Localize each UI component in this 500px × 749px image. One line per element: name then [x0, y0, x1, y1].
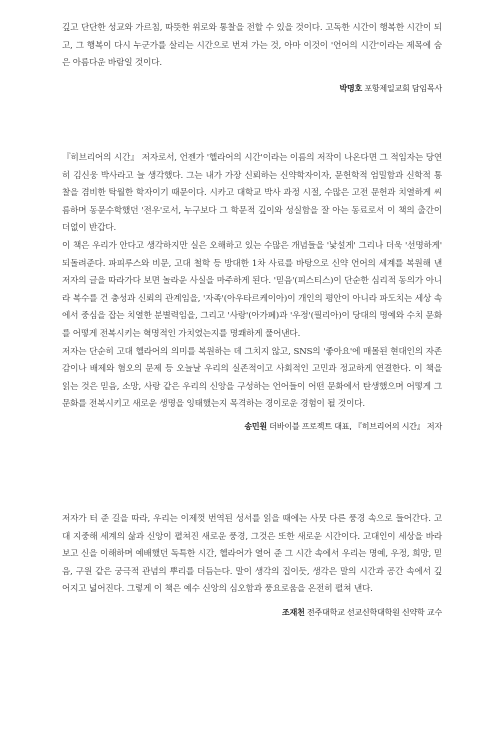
endorser-affiliation: 포항제일교회 담임목사	[364, 83, 442, 93]
endorsement-attribution	[62, 82, 442, 96]
endorsement-1	[62, 20, 442, 96]
endorsement-3	[62, 511, 442, 620]
endorsement-paragraph: 저자는 단순히 고대 헬라어의 의미를 복원하는 데 그치지 않고, SNS의 '좋아요'에 매몰된 현대인의 자존감이나 배제와 혐오의 문제 등 오늘날 우리의 실존적이고 사회적인 고민과 정교하게 연결한다. 이 책을 읽는 것은 믿음, 소망, 사랑 같은 우리의 신앙을 구성하는 언어들이 어떤 문화에서 탄생했으며 어떻게 그 문화를 전복시키고 새로운 생명을 잉태했는지 목격하는 경이로운 경험이 될 것이다.	[62, 346, 442, 410]
endorsement-attribution	[62, 606, 442, 620]
endorsement-paragraph: 저자가 터 준 길을 따라, 우리는 이제껏 번역된 성서를 읽을 때에는 사뭇 다른 풍경 속으로 들어간다. 고대 지중해 세계의 삶과 신앙이 펼쳐진 새로운 풍경, 그것은 또한 새로운 시간이다. 고대인이 세상을 바라보고 신을 이해하며 예배했던 독특한 시간, 헬라어가 열어 준 그 시간 속에서 우리는 명예, 우정, 희망, 믿음, 구원 같은 궁극적 관념의 뿌리를 더듬는다. 말이 생각의 집이듯, 생각은 말의 시간과 공간 속에서 깊어지고 넓어진다. 그렇게 이 책은 예수 신앙의 심오함과 풍요로움을 온전히 펼쳐 낸다.	[62, 514, 442, 595]
endorser-name: 조재천	[282, 607, 305, 617]
endorsement-paragraph: 『히브리어의 시간』 저자로서, 언젠가 '헬라어의 시간'이라는 이름의 저작이 나온다면 그 적임자는 당연히 김신웅 박사라고 늘 생각했다. 그는 내가 가장 신뢰하는 신약학자이자, 문헌학적 엄밀함과 신학적 통찰을 겸비한 탁월한 학자이기 때문이다. 시카고 대학교 박사 과정 시절, 수많은 고전 문헌과 치열하게 씨름하며 동문수학했던 '전우'로서, 누구보다 그 학문적 깊이와 성실함을 잘 아는 동료로서 이 책의 출간이 더없이 반갑다.	[62, 153, 442, 234]
endorsement-paragraph: 깊고 단단한 성교와 가르침, 따뜻한 위로와 통찰을 전할 수 있을 것이다. 고독한 시간이 행복한 시간이 되고, 그 행복이 다시 누군가를 살리는 시간으로 번져 가는 것, 아마 이것이 '언어의 시간'이라는 제목에 숨은 아름다운 바람일 것이다.	[62, 23, 442, 69]
endorser-name: 박명호	[339, 83, 363, 93]
endorser-name: 송민원	[244, 421, 267, 431]
endorsement-paragraph: 이 책은 우리가 안다고 생각하지만 실은 오해하고 있는 수많은 개념들을 '낯설게' 그리나 더욱 '선명하게' 되돌려준다. 파피루스와 비문, 고대 철학 등 방대한 1차 사료를 바탕으로 신약 언어의 세계를 복원해 낸 저자의 글을 따라가다 보면 놀라운 사실을 마주하게 된다. '믿음'(피스티스)이 단순한 심리적 동의가 아니라 복수를 건 충성과 신뢰의 관계임을, '자족'(아우타르케이아)이 개인의 평안이 아니라 파도치는 세상 속에서 중심을 잡는 치열한 분별력임을, 그리고 '사랑'(아가페)과 '우정'(필리아)이 당대의 명예와 수치 문화를 어떻게 전복시키는 혁명적인 가치였는지를 명쾌하게 풀어낸다.	[62, 240, 442, 339]
endorsements-page	[62, 20, 442, 617]
endorser-affiliation: 전주대학교 선교신학대학원 신약학 교수	[306, 607, 442, 617]
endorser-affiliation: 더바이블 프로젝트 대표, 『히브리어의 시간』 저자	[269, 421, 442, 431]
endorsement-attribution	[62, 420, 442, 434]
endorsement-2	[62, 150, 442, 434]
